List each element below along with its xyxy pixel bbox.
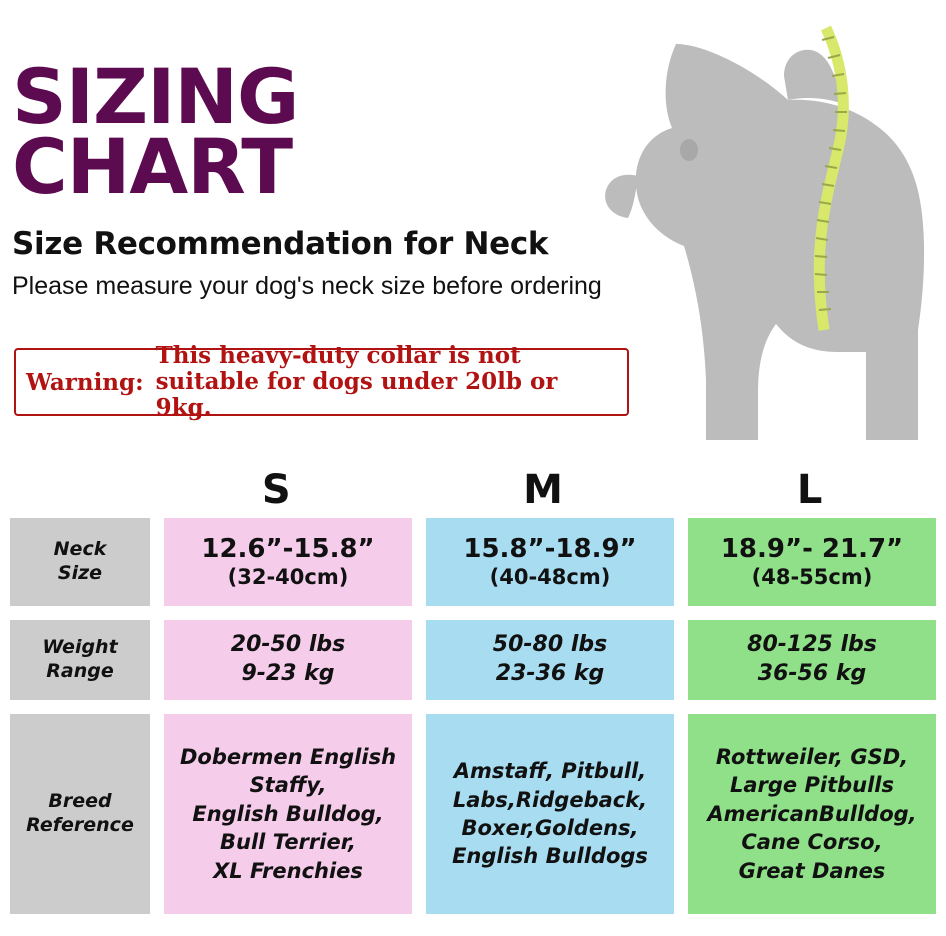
cell-gap bbox=[412, 620, 426, 700]
breed-list-medium: Amstaff, Pitbull, Labs,Ridgeback, Boxer,Goldens, English Bulldogs bbox=[452, 759, 648, 869]
cell-gap bbox=[150, 620, 164, 700]
cell-neck-large bbox=[688, 518, 936, 606]
cell-gap bbox=[674, 620, 688, 700]
table-row-weight-range bbox=[10, 620, 936, 700]
neck-cm-large: (48-55cm) bbox=[751, 565, 873, 590]
weight-kg-medium: 23-36 kg bbox=[495, 661, 605, 686]
weight-lbs-large: 80-125 lbs bbox=[747, 632, 877, 658]
instruction-text: Please measure your dog's neck size before ordering bbox=[12, 271, 602, 300]
warning-box bbox=[14, 342, 629, 421]
weight-kg-small: 9-23 kg bbox=[241, 661, 335, 686]
header-block bbox=[12, 52, 672, 301]
cell-gap bbox=[412, 518, 426, 606]
warning-text: This heavy-duty collar is not suitable for dogs under 20lb or 9kg. bbox=[155, 342, 558, 421]
measuring-tape-icon bbox=[819, 28, 843, 330]
neck-inches-small: 12.6”-15.8” bbox=[201, 533, 375, 564]
cell-weight-large bbox=[688, 620, 936, 700]
table-row-breed-reference bbox=[10, 714, 936, 914]
table-row-neck-size bbox=[10, 518, 936, 606]
row-label-weight-range: Weight Range bbox=[10, 620, 150, 700]
cell-neck-medium bbox=[426, 518, 674, 606]
cell-neck-small bbox=[164, 518, 412, 606]
column-header-medium: M bbox=[523, 467, 563, 513]
cell-breed-large bbox=[688, 714, 936, 914]
page-title bbox=[12, 52, 672, 211]
neck-inches-medium: 15.8”-18.9” bbox=[463, 533, 637, 564]
breed-list-large: Rottweiler, GSD, Large Pitbulls AmericanBulldog, Cane Corso, Great Danes bbox=[707, 745, 917, 883]
title-line-2: CHART bbox=[12, 121, 293, 211]
breed-list-small: Dobermen English Staffy, English Bulldog, Bull Terrier, XL Frenchies bbox=[179, 745, 397, 883]
title-line-1: SIZING bbox=[12, 52, 299, 141]
cell-gap bbox=[150, 714, 164, 914]
weight-lbs-small: 20-50 lbs bbox=[230, 632, 346, 658]
neck-cm-small: (32-40cm) bbox=[227, 565, 349, 590]
cell-gap bbox=[674, 518, 688, 606]
neck-inches-large: 18.9”- 21.7” bbox=[720, 533, 904, 564]
subtitle: Size Recommendation for Neck bbox=[12, 225, 549, 262]
cell-breed-small bbox=[164, 714, 412, 914]
cell-gap bbox=[412, 714, 426, 914]
weight-kg-large: 36-56 kg bbox=[757, 661, 867, 686]
column-header-small: S bbox=[261, 467, 291, 513]
measuring-tape-ticks bbox=[815, 37, 847, 310]
row-label-breed-reference: Breed Reference bbox=[10, 714, 150, 914]
neck-cm-medium: (40-48cm) bbox=[489, 565, 611, 590]
table-column-headers bbox=[10, 462, 936, 518]
cell-gap bbox=[674, 714, 688, 914]
cell-breed-medium bbox=[426, 714, 674, 914]
warning-label: Warning: bbox=[26, 368, 144, 396]
cell-weight-small bbox=[164, 620, 412, 700]
sizing-table bbox=[10, 462, 936, 928]
cell-weight-medium bbox=[426, 620, 674, 700]
cell-gap bbox=[150, 518, 164, 606]
weight-lbs-medium: 50-80 lbs bbox=[492, 632, 608, 658]
row-label-neck-size: Neck Size bbox=[10, 518, 150, 606]
column-header-large: L bbox=[796, 467, 823, 513]
